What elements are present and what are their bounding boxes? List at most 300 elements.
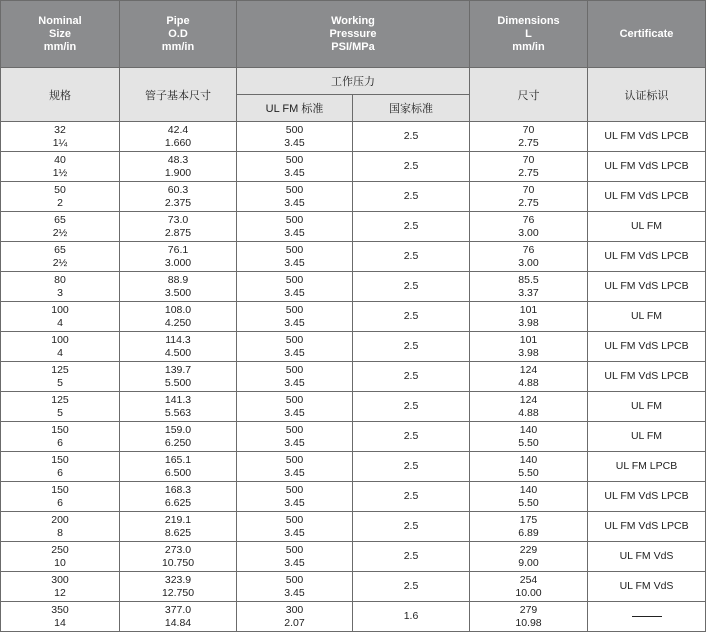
cell-national-pressure-value: 2.5 <box>403 280 419 293</box>
cell-ul-fm-pressure <box>237 122 353 152</box>
cell-nominal-size-value: 40 <box>54 154 66 166</box>
cell-pipe-od-value: 3.500 <box>164 286 192 299</box>
cell-national-pressure <box>353 332 470 362</box>
cell-pipe-od <box>120 362 237 392</box>
cell-nominal-size-value: 14 <box>54 616 66 629</box>
cell-national-pressure <box>353 152 470 182</box>
cell-national-pressure-value: 2.5 <box>403 340 419 353</box>
cell-pipe-od-value: 168.3 <box>164 484 192 496</box>
cell-pipe-od-value: 219.1 <box>164 514 192 526</box>
cell-dimension-l-value: 3.98 <box>518 346 539 359</box>
cell-nominal-size <box>1 392 120 422</box>
cell-nominal-size-value: 2½ <box>52 256 68 269</box>
cell-pipe-od-value: 1.660 <box>164 136 192 149</box>
cell-nominal-size <box>1 512 120 542</box>
cell-national-pressure <box>353 482 470 512</box>
cell-dimension-l-value: 124 <box>519 394 538 406</box>
header-pipe-od <box>120 1 237 68</box>
cell-dimension-l <box>470 422 588 452</box>
cell-national-pressure <box>353 362 470 392</box>
cell-ul-fm-pressure-value: 500 <box>285 274 304 286</box>
cell-pipe-od <box>120 272 237 302</box>
cell-nominal-size-value: 1½ <box>52 166 68 179</box>
cell-nominal-size-value: 150 <box>51 484 69 496</box>
cell-ul-fm-pressure-value: 3.45 <box>284 406 305 419</box>
cell-ul-fm-pressure-value: 500 <box>285 454 304 466</box>
cell-national-pressure <box>353 452 470 482</box>
cell-dimension-l <box>470 602 588 632</box>
header-row-zh <box>1 68 706 95</box>
cell-certificate: UL FM VdS LPCB <box>588 362 706 392</box>
cell-ul-fm-pressure-value: 3.45 <box>284 376 305 389</box>
cell-national-pressure <box>353 302 470 332</box>
cell-certificate: UL FM VdS LPCB <box>588 182 706 212</box>
cell-certificate: UL FM VdS LPCB <box>588 332 706 362</box>
cell-dimension-l <box>470 152 588 182</box>
cell-ul-fm-pressure-value: 3.45 <box>284 166 305 179</box>
table-row <box>1 542 706 572</box>
header-zh-ul-fm-standard: UL FM 标准 <box>237 95 353 122</box>
cell-ul-fm-pressure <box>237 392 353 422</box>
cell-pipe-od <box>120 242 237 272</box>
cell-dimension-l <box>470 542 588 572</box>
table-row <box>1 152 706 182</box>
cell-nominal-size-value: 12 <box>54 586 66 599</box>
cell-pipe-od-value: 8.625 <box>164 526 192 539</box>
cell-nominal-size-value: 200 <box>51 514 69 526</box>
cell-national-pressure-value: 2.5 <box>403 400 419 413</box>
cell-pipe-od <box>120 482 237 512</box>
table-row <box>1 422 706 452</box>
cell-ul-fm-pressure-value: 3.45 <box>284 196 305 209</box>
cell-ul-fm-pressure <box>237 302 353 332</box>
cell-national-pressure <box>353 602 470 632</box>
table-row <box>1 512 706 542</box>
cell-pipe-od-value: 377.0 <box>164 604 192 616</box>
cell-ul-fm-pressure-value: 500 <box>285 184 304 196</box>
cell-national-pressure-value: 2.5 <box>403 430 419 443</box>
cell-ul-fm-pressure-value: 3.45 <box>284 316 305 329</box>
table-row <box>1 242 706 272</box>
header-zh-pipe-od: 管子基本尺寸 <box>120 68 237 122</box>
cell-pipe-od <box>120 392 237 422</box>
cell-pipe-od-value: 12.750 <box>161 586 195 599</box>
cell-pipe-od <box>120 302 237 332</box>
cell-ul-fm-pressure-value: 3.45 <box>284 286 305 299</box>
cell-ul-fm-pressure <box>237 182 353 212</box>
cell-nominal-size <box>1 242 120 272</box>
cell-pipe-od-value: 6.500 <box>164 466 192 479</box>
cell-ul-fm-pressure <box>237 152 353 182</box>
cell-pipe-od-value: 1.900 <box>164 166 192 179</box>
cell-nominal-size-value: 65 <box>54 214 66 226</box>
cell-dimension-l <box>470 572 588 602</box>
header-zh-size: 规格 <box>1 68 120 122</box>
cell-dimension-l-value: 70 <box>522 124 535 136</box>
cell-dimension-l-value: 4.88 <box>518 406 539 419</box>
cell-pipe-od <box>120 542 237 572</box>
cell-nominal-size-value: 100 <box>51 334 69 346</box>
cell-pipe-od-value: 76.1 <box>167 244 189 256</box>
cell-pipe-od <box>120 212 237 242</box>
cell-certificate: UL FM VdS LPCB <box>588 152 706 182</box>
cell-nominal-size-value: 125 <box>51 394 69 406</box>
cell-certificate: UL FM VdS <box>588 572 706 602</box>
cell-dimension-l <box>470 362 588 392</box>
cell-pipe-od-value: 2.375 <box>164 196 192 209</box>
cell-pipe-od-value: 14.84 <box>164 616 192 629</box>
cell-pipe-od <box>120 332 237 362</box>
header-text: mm/in <box>161 40 195 53</box>
cell-nominal-size <box>1 182 120 212</box>
cell-nominal-size-value: 10 <box>54 556 66 569</box>
table-body <box>1 122 706 632</box>
cell-dimension-l-value: 76 <box>522 244 535 256</box>
cell-ul-fm-pressure-value: 2.07 <box>284 616 305 629</box>
cell-nominal-size <box>1 212 120 242</box>
cell-nominal-size-value: 2½ <box>52 226 68 239</box>
header-text: Nominal <box>38 14 82 27</box>
cell-ul-fm-pressure <box>237 512 353 542</box>
cell-national-pressure-value: 2.5 <box>403 310 419 323</box>
cell-ul-fm-pressure <box>237 212 353 242</box>
cell-certificate: UL FM <box>588 392 706 422</box>
cell-dimension-l <box>470 302 588 332</box>
header-zh-working-pressure: 工作压力 <box>237 68 470 95</box>
cell-nominal-size-value: 1¼ <box>52 136 68 149</box>
cell-dimension-l-value: 140 <box>519 424 538 436</box>
cell-nominal-size <box>1 452 120 482</box>
cell-national-pressure <box>353 542 470 572</box>
cell-pipe-od <box>120 572 237 602</box>
cell-pipe-od-value: 42.4 <box>167 124 189 136</box>
cell-ul-fm-pressure <box>237 602 353 632</box>
cell-dimension-l <box>470 212 588 242</box>
cell-ul-fm-pressure-value: 3.45 <box>284 256 305 269</box>
cell-dimension-l-value: 2.75 <box>518 136 539 149</box>
cell-national-pressure-value: 2.5 <box>403 550 419 563</box>
cell-dimension-l-value: 5.50 <box>518 496 539 509</box>
cell-dimension-l-value: 254 <box>519 574 538 586</box>
cell-nominal-size-value: 250 <box>51 544 69 556</box>
cell-pipe-od-value: 108.0 <box>164 304 192 316</box>
cell-pipe-od <box>120 122 237 152</box>
cell-national-pressure-value: 2.5 <box>403 370 419 383</box>
cell-dimension-l-value: 140 <box>519 484 538 496</box>
table-row <box>1 602 706 632</box>
cell-nominal-size-value: 300 <box>51 574 69 586</box>
cell-national-pressure <box>353 392 470 422</box>
cell-nominal-size <box>1 122 120 152</box>
cell-certificate: UL FM VdS LPCB <box>588 272 706 302</box>
cell-pipe-od <box>120 182 237 212</box>
cell-nominal-size-value: 65 <box>54 244 66 256</box>
cell-pipe-od-value: 159.0 <box>164 424 192 436</box>
cell-pipe-od-value: 139.7 <box>164 364 192 376</box>
cell-national-pressure-value: 2.5 <box>403 580 419 593</box>
cell-national-pressure-value: 1.6 <box>403 610 419 623</box>
header-zh-dimension: 尺寸 <box>470 68 588 122</box>
cell-pipe-od <box>120 602 237 632</box>
table-row <box>1 212 706 242</box>
table-row <box>1 362 706 392</box>
cell-ul-fm-pressure <box>237 452 353 482</box>
cell-national-pressure <box>353 122 470 152</box>
cell-nominal-size-value: 4 <box>57 346 63 359</box>
cell-ul-fm-pressure-value: 500 <box>285 214 304 226</box>
header-working-pressure <box>237 1 470 68</box>
cell-dimension-l-value: 10.98 <box>515 616 542 629</box>
cell-nominal-size-value: 6 <box>57 466 63 479</box>
table-row <box>1 302 706 332</box>
cell-ul-fm-pressure-value: 500 <box>285 394 304 406</box>
cell-dimension-l-value: 3.00 <box>518 256 539 269</box>
cell-ul-fm-pressure-value: 500 <box>285 544 304 556</box>
cell-ul-fm-pressure-value: 3.45 <box>284 136 305 149</box>
cell-pipe-od-value: 73.0 <box>167 214 189 226</box>
cell-certificate: UL FM VdS LPCB <box>588 242 706 272</box>
cell-nominal-size-value: 6 <box>57 496 63 509</box>
cell-national-pressure <box>353 572 470 602</box>
cell-pipe-od <box>120 512 237 542</box>
cell-nominal-size <box>1 272 120 302</box>
cell-dimension-l <box>470 332 588 362</box>
cell-dimension-l <box>470 182 588 212</box>
header-text: Size <box>48 27 71 40</box>
header-nominal-size <box>1 1 120 68</box>
cell-nominal-size-value: 80 <box>54 274 66 286</box>
cell-pipe-od-value: 4.250 <box>164 316 192 329</box>
cell-dimension-l-value: 4.88 <box>518 376 539 389</box>
cell-nominal-size <box>1 362 120 392</box>
cell-nominal-size <box>1 302 120 332</box>
table-row <box>1 182 706 212</box>
cell-pipe-od-value: 273.0 <box>164 544 192 556</box>
cell-dimension-l <box>470 122 588 152</box>
cell-dimension-l-value: 2.75 <box>518 196 539 209</box>
header-text: Certificate <box>619 27 674 40</box>
dash-icon <box>632 616 662 617</box>
cell-ul-fm-pressure <box>237 272 353 302</box>
cell-pipe-od-value: 88.9 <box>167 274 189 286</box>
cell-ul-fm-pressure-value: 500 <box>285 574 304 586</box>
cell-nominal-size-value: 5 <box>57 406 63 419</box>
cell-national-pressure <box>353 182 470 212</box>
cell-ul-fm-pressure-value: 500 <box>285 364 304 376</box>
header-text: Working <box>331 14 375 27</box>
cell-ul-fm-pressure <box>237 572 353 602</box>
cell-ul-fm-pressure-value: 3.45 <box>284 436 305 449</box>
cell-ul-fm-pressure <box>237 422 353 452</box>
cell-certificate: UL FM LPCB <box>588 452 706 482</box>
cell-dimension-l-value: 9.00 <box>518 556 539 569</box>
cell-certificate: UL FM <box>588 302 706 332</box>
cell-nominal-size <box>1 152 120 182</box>
cell-pipe-od-value: 323.9 <box>164 574 192 586</box>
cell-dimension-l-value: 70 <box>522 154 535 166</box>
cell-nominal-size-value: 150 <box>51 424 69 436</box>
cell-ul-fm-pressure-value: 3.45 <box>284 526 305 539</box>
cell-ul-fm-pressure-value: 500 <box>285 304 304 316</box>
table-row <box>1 392 706 422</box>
cell-dimension-l-value: 85.5 <box>518 274 539 286</box>
cell-dimension-l-value: 101 <box>519 334 538 346</box>
cell-ul-fm-pressure-value: 500 <box>285 514 304 526</box>
cell-nominal-size-value: 5 <box>57 376 63 389</box>
cell-dimension-l-value: 76 <box>522 214 535 226</box>
cell-pipe-od-value: 6.625 <box>164 496 192 509</box>
header-zh-certification: 认证标识 <box>588 68 706 122</box>
cell-ul-fm-pressure-value: 3.45 <box>284 346 305 359</box>
cell-certificate: UL FM VdS LPCB <box>588 482 706 512</box>
cell-ul-fm-pressure-value: 3.45 <box>284 496 305 509</box>
cell-nominal-size-value: 125 <box>51 364 69 376</box>
cell-pipe-od-value: 114.3 <box>165 334 191 346</box>
cell-pipe-od <box>120 152 237 182</box>
cell-dimension-l <box>470 512 588 542</box>
cell-nominal-size-value: 8 <box>57 526 63 539</box>
cell-dimension-l-value: 5.50 <box>518 436 539 449</box>
cell-nominal-size-value: 4 <box>57 316 63 329</box>
header-text: Dimensions <box>497 14 560 27</box>
header-text: L <box>525 27 532 40</box>
cell-dimension-l-value: 101 <box>519 304 538 316</box>
cell-ul-fm-pressure <box>237 542 353 572</box>
cell-ul-fm-pressure-value: 500 <box>285 154 304 166</box>
cell-ul-fm-pressure-value: 300 <box>285 604 304 616</box>
cell-ul-fm-pressure-value: 3.45 <box>284 226 305 239</box>
table-row <box>1 122 706 152</box>
cell-pipe-od <box>120 422 237 452</box>
cell-ul-fm-pressure-value: 3.45 <box>284 586 305 599</box>
cell-dimension-l-value: 10.00 <box>515 586 542 599</box>
cell-nominal-size <box>1 422 120 452</box>
cell-certificate: UL FM <box>588 422 706 452</box>
cell-dimension-l-value: 6.89 <box>518 526 539 539</box>
table-row <box>1 482 706 512</box>
header-text: PSI/MPa <box>331 40 375 53</box>
cell-national-pressure-value: 2.5 <box>403 460 419 473</box>
cell-dimension-l-value: 3.00 <box>518 226 539 239</box>
cell-dimension-l-value: 279 <box>519 604 538 616</box>
cell-ul-fm-pressure-value: 500 <box>285 484 304 496</box>
cell-dimension-l <box>470 242 588 272</box>
cell-dimension-l-value: 2.75 <box>518 166 539 179</box>
header-text: Pressure <box>329 27 377 40</box>
cell-certificate: UL FM VdS <box>588 542 706 572</box>
cell-dimension-l-value: 3.98 <box>518 316 539 329</box>
cell-nominal-size-value: 32 <box>54 124 66 136</box>
cell-national-pressure <box>353 212 470 242</box>
cell-dimension-l-value: 175 <box>519 514 538 526</box>
cell-national-pressure <box>353 512 470 542</box>
cell-ul-fm-pressure-value: 500 <box>285 334 304 346</box>
cell-national-pressure-value: 2.5 <box>403 130 419 143</box>
cell-pipe-od-value: 48.3 <box>167 154 189 166</box>
header-text: O.D <box>168 27 188 40</box>
cell-ul-fm-pressure <box>237 242 353 272</box>
cell-pipe-od-value: 2.875 <box>164 226 192 239</box>
table-row <box>1 572 706 602</box>
cell-nominal-size <box>1 542 120 572</box>
cell-national-pressure <box>353 422 470 452</box>
cell-nominal-size-value: 150 <box>51 454 69 466</box>
cell-nominal-size-value: 6 <box>57 436 63 449</box>
cell-dimension-l-value: 70 <box>522 184 535 196</box>
cell-pipe-od <box>120 452 237 482</box>
cell-ul-fm-pressure-value: 500 <box>285 424 304 436</box>
cell-pipe-od-value: 10.750 <box>161 556 195 569</box>
cell-national-pressure-value: 2.5 <box>403 250 419 263</box>
cell-national-pressure-value: 2.5 <box>403 190 419 203</box>
cell-nominal-size <box>1 572 120 602</box>
cell-national-pressure-value: 2.5 <box>403 490 419 503</box>
cell-pipe-od-value: 165.1 <box>164 454 192 466</box>
cell-nominal-size-value: 50 <box>54 184 66 196</box>
cell-national-pressure <box>353 272 470 302</box>
cell-nominal-size <box>1 602 120 632</box>
cell-dimension-l <box>470 482 588 512</box>
cell-certificate <box>588 602 706 632</box>
table-row <box>1 452 706 482</box>
cell-pipe-od-value: 4.500 <box>164 346 192 359</box>
header-text: Pipe <box>166 14 190 27</box>
cell-dimension-l-value: 124 <box>519 364 538 376</box>
cell-certificate: UL FM VdS LPCB <box>588 512 706 542</box>
cell-nominal-size-value: 3 <box>57 286 63 299</box>
cell-dimension-l-value: 3.37 <box>518 286 539 299</box>
cell-pipe-od-value: 141.3 <box>164 394 192 406</box>
cell-ul-fm-pressure-value: 3.45 <box>284 556 305 569</box>
cell-nominal-size <box>1 482 120 512</box>
cell-pipe-od-value: 60.3 <box>167 184 189 196</box>
cell-dimension-l <box>470 452 588 482</box>
cell-pipe-od-value: 5.563 <box>164 406 192 419</box>
cell-nominal-size-value: 2 <box>57 196 63 209</box>
cell-pipe-od-value: 3.000 <box>164 256 192 269</box>
cell-dimension-l-value: 229 <box>519 544 538 556</box>
header-certificate <box>588 1 706 68</box>
cell-ul-fm-pressure-value: 3.45 <box>284 466 305 479</box>
cell-ul-fm-pressure-value: 500 <box>285 244 304 256</box>
cell-nominal-size-value: 350 <box>51 604 69 616</box>
cell-nominal-size <box>1 332 120 362</box>
cell-national-pressure-value: 2.5 <box>403 160 419 173</box>
cell-national-pressure-value: 2.5 <box>403 520 419 533</box>
cell-ul-fm-pressure <box>237 362 353 392</box>
table-row <box>1 272 706 302</box>
cell-national-pressure <box>353 242 470 272</box>
header-zh-national-standard: 国家标准 <box>353 95 470 122</box>
cell-certificate: UL FM VdS LPCB <box>588 122 706 152</box>
cell-dimension-l-value: 140 <box>519 454 538 466</box>
cell-dimension-l-value: 5.50 <box>518 466 539 479</box>
cell-certificate: UL FM <box>588 212 706 242</box>
cell-pipe-od-value: 5.500 <box>164 376 192 389</box>
header-row-en <box>1 1 706 68</box>
cell-ul-fm-pressure <box>237 332 353 362</box>
table-row <box>1 332 706 362</box>
cell-nominal-size-value: 100 <box>51 304 69 316</box>
header-dimensions <box>470 1 588 68</box>
cell-dimension-l <box>470 392 588 422</box>
header-text: mm/in <box>43 40 77 53</box>
cell-national-pressure-value: 2.5 <box>403 220 419 233</box>
cell-ul-fm-pressure <box>237 482 353 512</box>
cell-dimension-l <box>470 272 588 302</box>
cell-pipe-od-value: 6.250 <box>164 436 192 449</box>
header-text: mm/in <box>512 40 545 53</box>
